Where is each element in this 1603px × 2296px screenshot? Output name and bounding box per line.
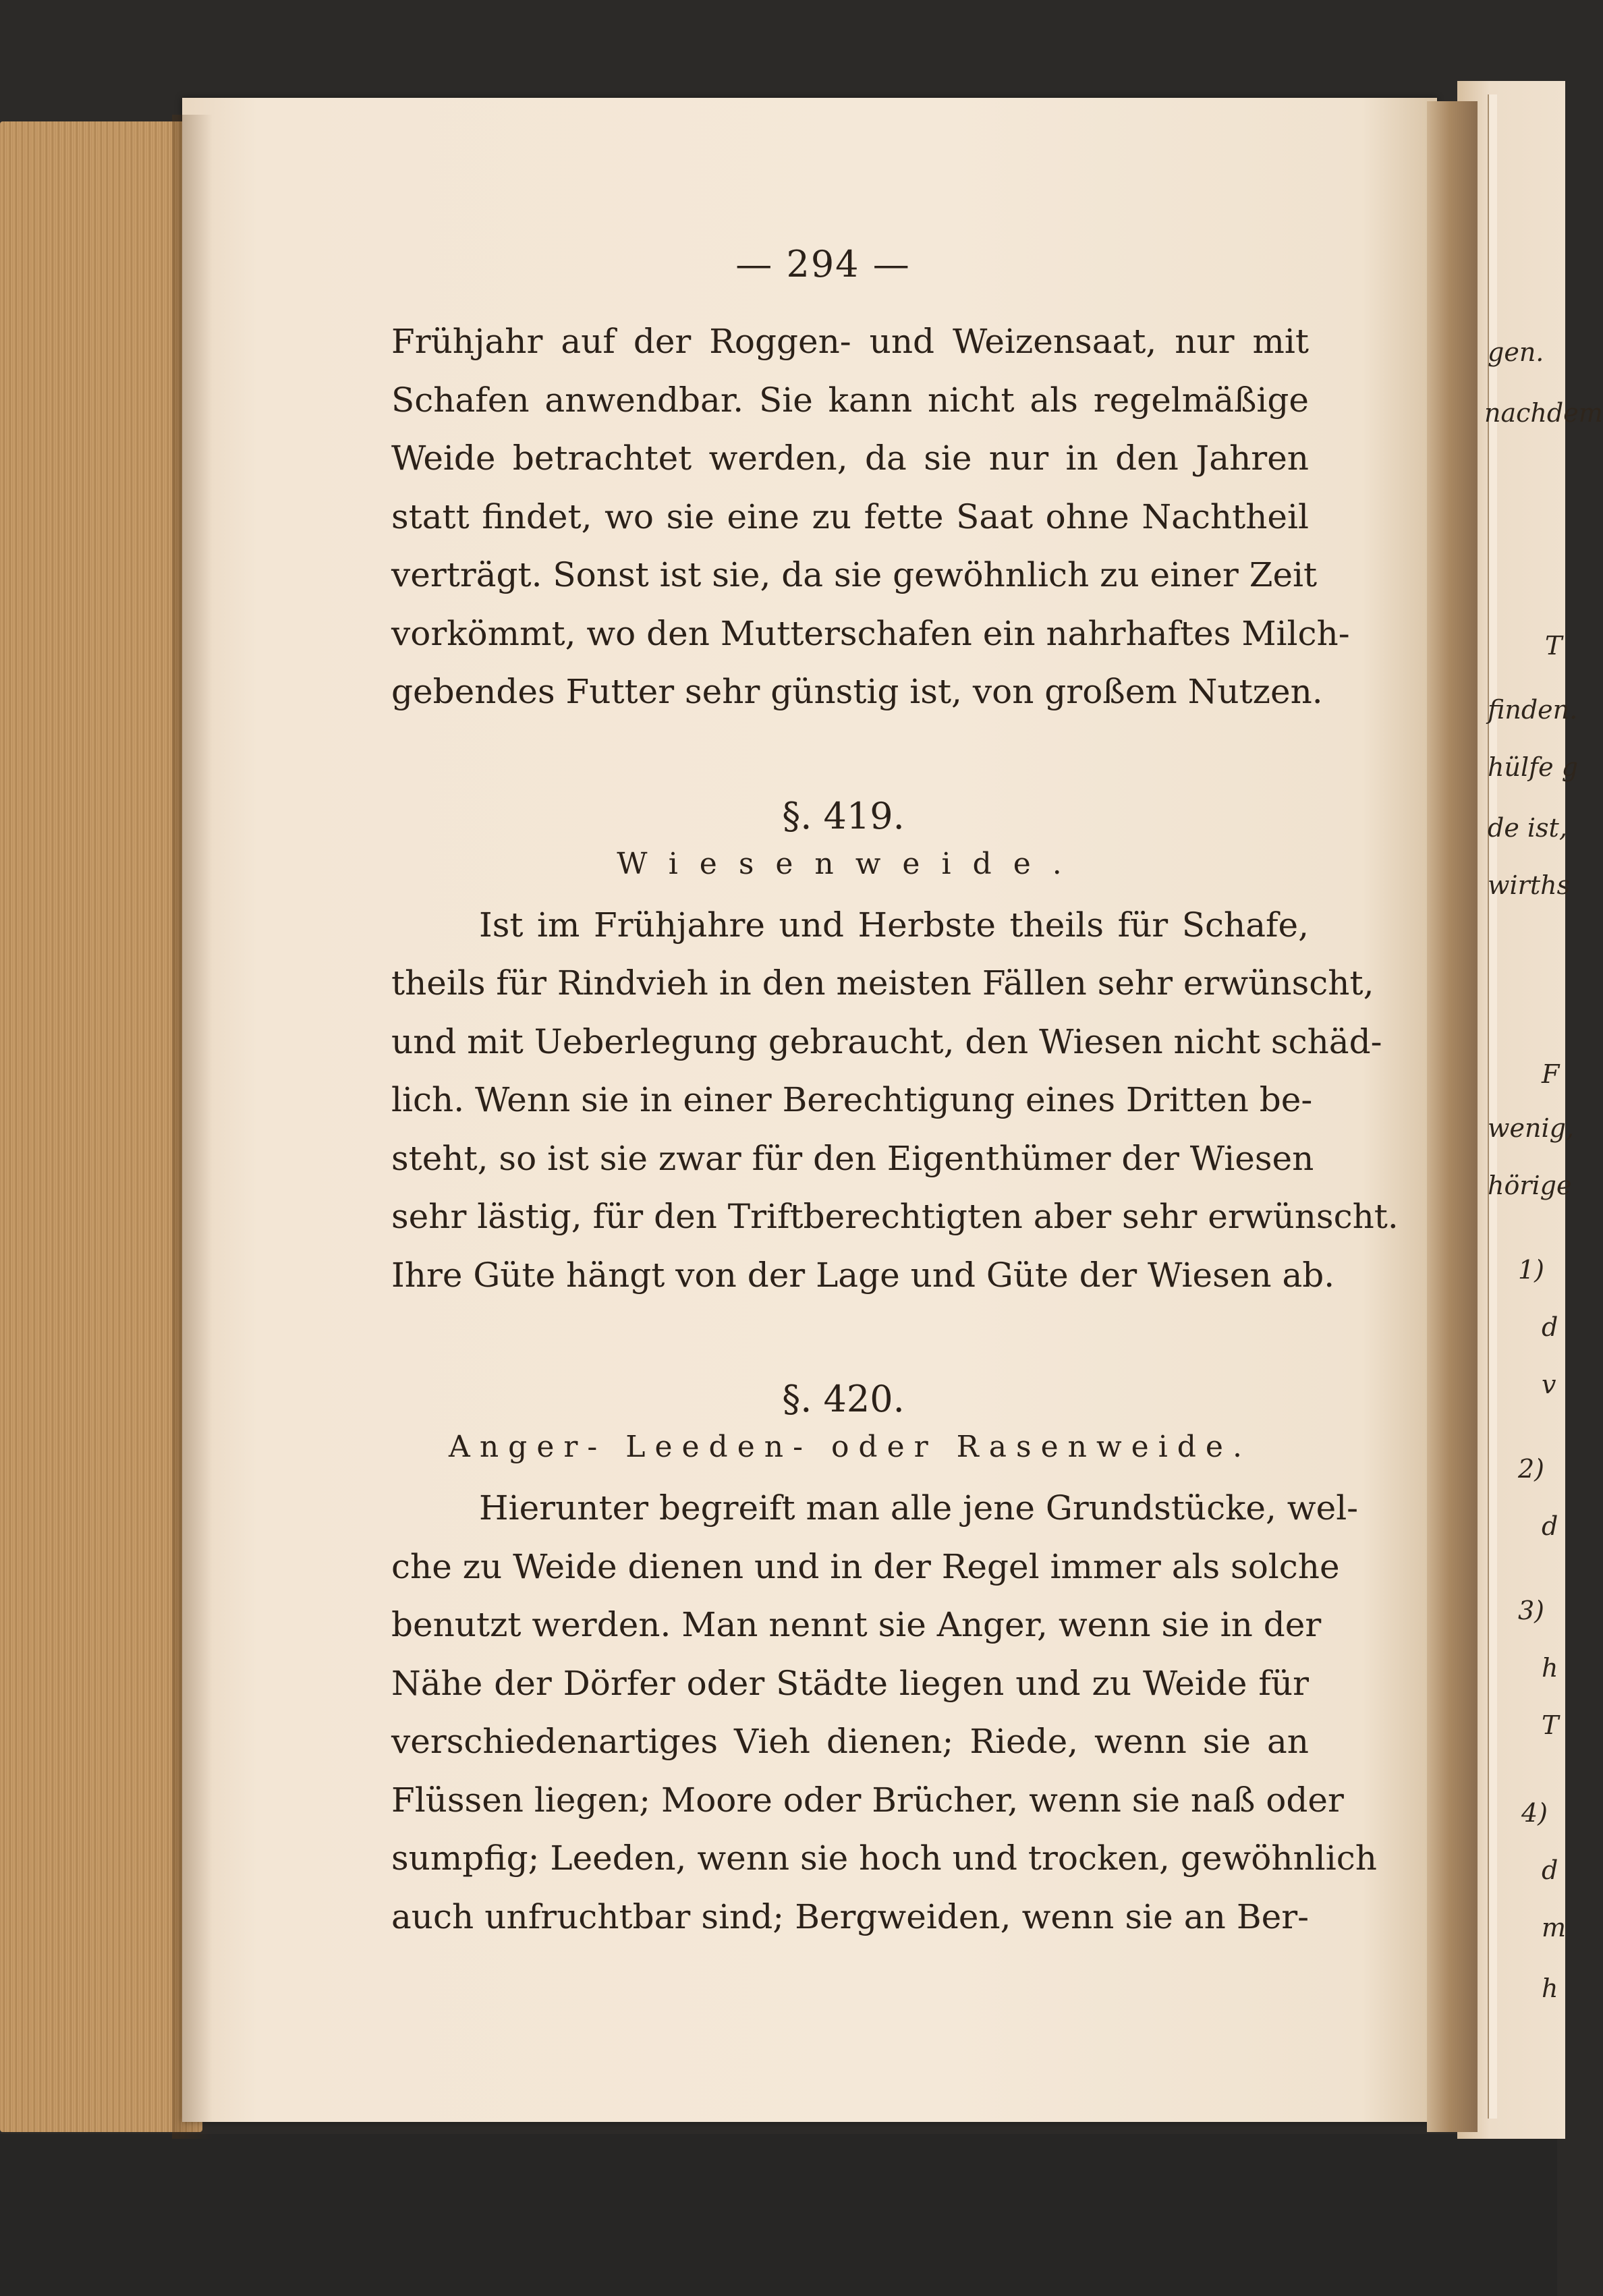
section-number-420: §. 420. bbox=[782, 1378, 905, 1420]
section-420-paragraph bbox=[391, 1479, 1377, 1946]
section-title-419: Wiesenweide. bbox=[617, 846, 1084, 881]
section-number-419: §. 419. bbox=[782, 794, 905, 837]
text-line: verträgt. Sonst ist sie, da sie gewöhnlich zu einer Zeit bbox=[391, 555, 1318, 594]
next-page-fragment: 4) bbox=[1521, 1798, 1548, 1828]
intro-paragraph bbox=[391, 312, 1350, 721]
text-line: sehr lästig, für den Triftberechtigten aber sehr erwünscht. bbox=[391, 1197, 1399, 1236]
next-page-fragment: d bbox=[1542, 1855, 1558, 1885]
text-line: Hierunter begreift man alle jene Grundstücke, wel- bbox=[479, 1488, 1359, 1528]
text-line: Ist im Frühjahre und Herbste theils für Schafe, bbox=[479, 905, 1309, 945]
text-line: Nähe der Dörfer oder Städte liegen und zu Weide für bbox=[391, 1663, 1309, 1703]
next-page-fragment: hülfe g bbox=[1488, 752, 1579, 782]
next-page-fragment: finden. bbox=[1488, 695, 1578, 725]
page-text bbox=[391, 243, 1399, 1946]
page-shadow bbox=[172, 115, 213, 2139]
text-line: che zu Weide dienen und in der Regel immer als solche bbox=[391, 1546, 1340, 1586]
next-page-fragment: m bbox=[1542, 1913, 1567, 1942]
next-page-fragment: F bbox=[1542, 1059, 1560, 1089]
text-line: Ihre Güte hängt von der Lage und Güte der Wiesen ab. bbox=[391, 1255, 1335, 1295]
next-page-fragment: wenig, bbox=[1488, 1113, 1575, 1143]
next-page-fragment: d bbox=[1542, 1312, 1558, 1342]
text-line: Frühjahr auf der Roggen- und Weizensaat, nur mit bbox=[391, 322, 1309, 361]
text-line: und mit Ueberlegung gebraucht, den Wiesen nicht schäd- bbox=[391, 1021, 1382, 1061]
next-page-fragment: v bbox=[1542, 1370, 1556, 1399]
text-line: Weide betrachtet werden, da sie nur in den Jahren bbox=[391, 439, 1309, 478]
next-page-fragment: T bbox=[1545, 631, 1563, 661]
text-line: benutzt werden. Man nennt sie Anger, wenn sie in der bbox=[391, 1605, 1322, 1644]
text-line: Flüssen liegen; Moore oder Brücher, wenn sie naß oder bbox=[391, 1780, 1344, 1820]
book-gutter bbox=[1427, 101, 1478, 2132]
next-page-fragment: 2) bbox=[1518, 1454, 1545, 1484]
next-page-fragment: h bbox=[1542, 1973, 1558, 2003]
text-line: sumpfig; Leeden, wenn sie hoch und trocken, gewöhnlich bbox=[391, 1839, 1377, 1878]
text-line: statt findet, wo sie eine zu fette Saat ohne Nachtheil bbox=[391, 497, 1309, 536]
page-number: — 294 — bbox=[735, 243, 911, 285]
next-page-fragment: hörige bbox=[1488, 1171, 1572, 1200]
next-page-fragment: T bbox=[1542, 1710, 1559, 1740]
next-page-fragment: gen. bbox=[1488, 337, 1544, 367]
text-line: Schafen anwendbar. Sie kann nicht als regelmäßige bbox=[391, 380, 1309, 420]
background-bottom bbox=[0, 2134, 1557, 2296]
next-page-fragment: 1) bbox=[1518, 1255, 1545, 1285]
text-line: auch unfruchtbar sind; Bergweiden, wenn sie an Ber- bbox=[391, 1897, 1309, 1936]
next-page-fragment: wirths bbox=[1488, 870, 1571, 900]
next-page-fragment: de ist, bbox=[1488, 813, 1567, 843]
section-title-420: Anger- Leeden- oder Rasenweide. bbox=[449, 1430, 1252, 1464]
text-line: theils für Rindvieh in den meisten Fällen sehr erwünscht, bbox=[391, 963, 1374, 1003]
text-line: gebendes Futter sehr günstig ist, von großem Nutzen. bbox=[391, 672, 1323, 711]
text-line: lich. Wenn sie in einer Berechtigung eines Dritten be- bbox=[391, 1080, 1313, 1119]
section-419-paragraph bbox=[391, 896, 1399, 1305]
next-page-fragment: d bbox=[1542, 1511, 1558, 1541]
next-page-fragment: 3) bbox=[1518, 1596, 1545, 1625]
text-line: steht, so ist sie zwar für den Eigenthümer der Wiesen bbox=[391, 1138, 1314, 1178]
text-line: vorkömmt, wo den Mutterschafen ein nahrhaftes Milch- bbox=[391, 613, 1350, 653]
next-page-fragment: h bbox=[1542, 1653, 1558, 1683]
next-page-fragment: nachdem bbox=[1484, 398, 1603, 428]
text-line: verschiedenartiges Vieh dienen; Riede, wenn sie an bbox=[391, 1722, 1309, 1761]
